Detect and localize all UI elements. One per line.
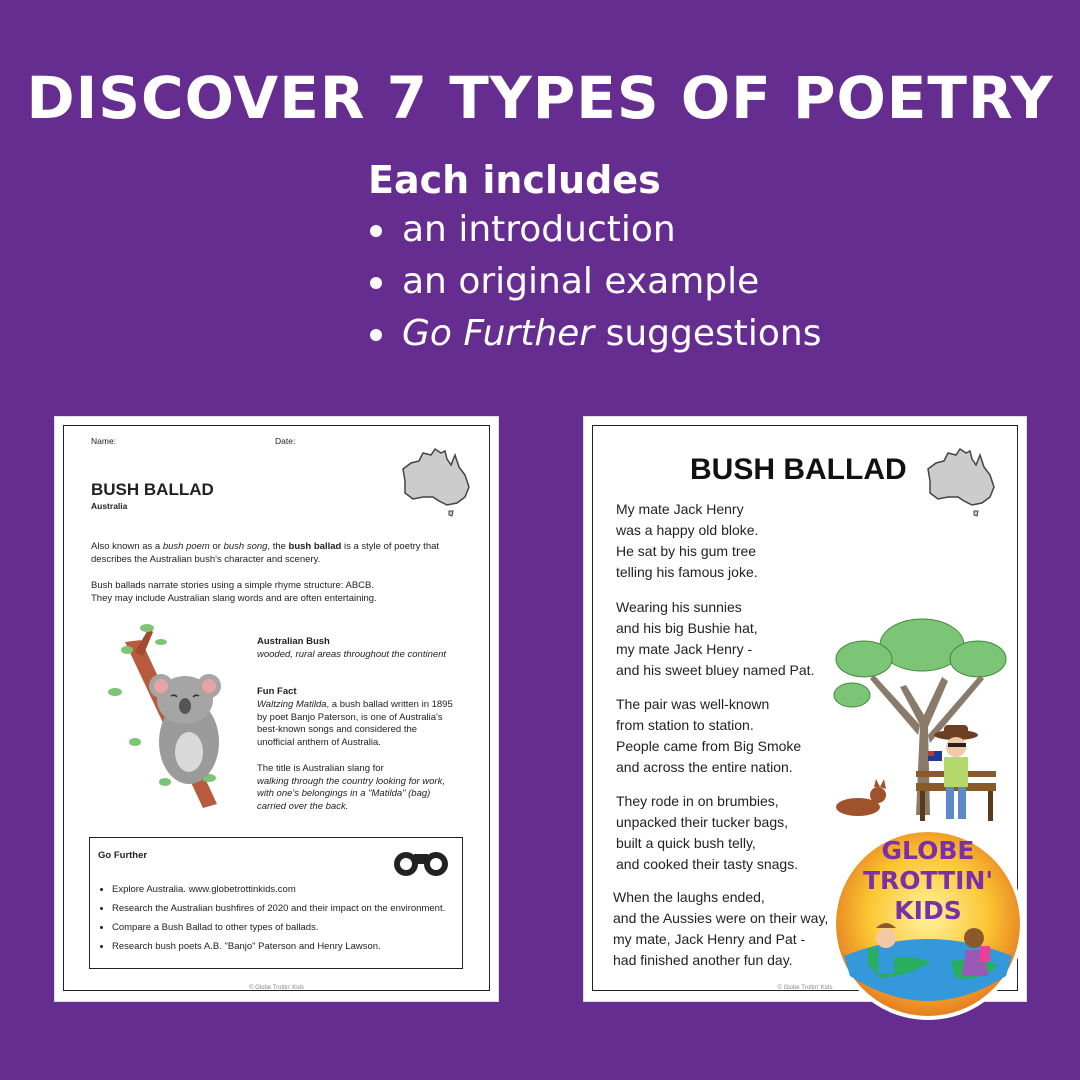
bullet-icon: [370, 225, 382, 237]
poem-stanza: My mate Jack Henry was a happy old bloke. He sat by his gum tree telling his famous joke.: [616, 501, 759, 580]
list-item: • Compare a Bush Ballad to other types of ballads.: [112, 918, 445, 937]
go-further-list: [98, 880, 445, 956]
includes-item: an introduction: [368, 204, 821, 256]
fun-fact-heading: Fun Fact: [257, 686, 297, 697]
bullet-icon: [370, 277, 382, 289]
list-item: • Research the Australian bushfires of 2020 and their impact on the environment.: [112, 899, 445, 918]
fun-fact-text: Waltzing Matilda, a bush ballad written in 1895 by poet Banjo Paterson, is one of Australia's best-known songs and considered the unofficial anthem of Australia.: [257, 699, 453, 748]
logo-line-1: GLOBE: [881, 836, 975, 865]
page-title: BUSH BALLAD: [91, 480, 214, 499]
go-further-box: [89, 837, 463, 969]
bush-definition: wooded, rural areas throughout the continent: [257, 649, 447, 660]
poem-title: BUSH BALLAD: [690, 453, 907, 486]
page-footer: © Globe Trottin' Kids: [777, 985, 833, 991]
title-note: The title is Australian slang for walking through the country looking for work, with one's belongings in a "Matilda" (bag) carried over the back.: [257, 763, 445, 812]
intro-paragraph: Also known as a bush poem or bush song, the bush ballad is a style of poetry that describes the Australian bush's character and scenery.: [91, 541, 440, 565]
logo-text: [830, 836, 1026, 926]
rhyme-paragraph: Bush ballads narrate stories using a simple rhyme structure: ABCB. They may include Australian slang words and are often entertaining.: [91, 580, 377, 604]
poem-stanza: Wearing his sunnies and his big Bushie hat, my mate Jack Henry - and his sweet bluey named Pat.: [616, 599, 815, 678]
jack-henry-and-dog-illustration: [830, 721, 1000, 831]
australia-map-icon: [920, 447, 1000, 519]
binoculars-icon: [392, 844, 450, 880]
australia-map-icon: [395, 447, 475, 519]
poem-stanza: They rode in on brumbies, unpacked their tucker bags, built a quick bush telly, and cooked their tasty snags.: [616, 793, 799, 872]
name-label: Name:: [91, 436, 117, 446]
headline: DISCOVER 7 TYPES OF POETRY: [26, 64, 1054, 132]
logo-line-2: TROTTIN': [862, 866, 994, 895]
go-further-heading: Go Further: [98, 850, 148, 861]
poem-stanza: The pair was well-known from station to station. People came from Big Smoke and across the entire nation.: [616, 696, 802, 775]
list-item: • Research bush poets A.B. "Banjo" Paterson and Henry Lawson.: [112, 937, 445, 956]
bullet-icon: [370, 329, 382, 341]
includes-item: Go Further suggestions: [368, 308, 821, 360]
poem-stanza: When the laughs ended, and the Aussies were on their way, my mate, Jack Henry and Pat - had finished another fun day.: [613, 889, 829, 968]
includes-heading: Each includes: [368, 158, 661, 202]
includes-item: an original example: [368, 256, 821, 308]
date-label: Date:: [275, 436, 296, 446]
worksheet-page-intro: [55, 417, 498, 1001]
bush-heading: Australian Bush: [257, 636, 330, 647]
koala-illustration: [105, 622, 245, 812]
list-item: • Explore Australia. www.globetrottinkids.com: [112, 880, 445, 899]
includes-section: [368, 158, 821, 360]
page-subtitle: Australia: [91, 501, 128, 511]
page-footer: © Globe Trottin' Kids: [249, 985, 304, 991]
includes-list: [368, 204, 821, 360]
logo-line-3: KIDS: [894, 896, 962, 925]
